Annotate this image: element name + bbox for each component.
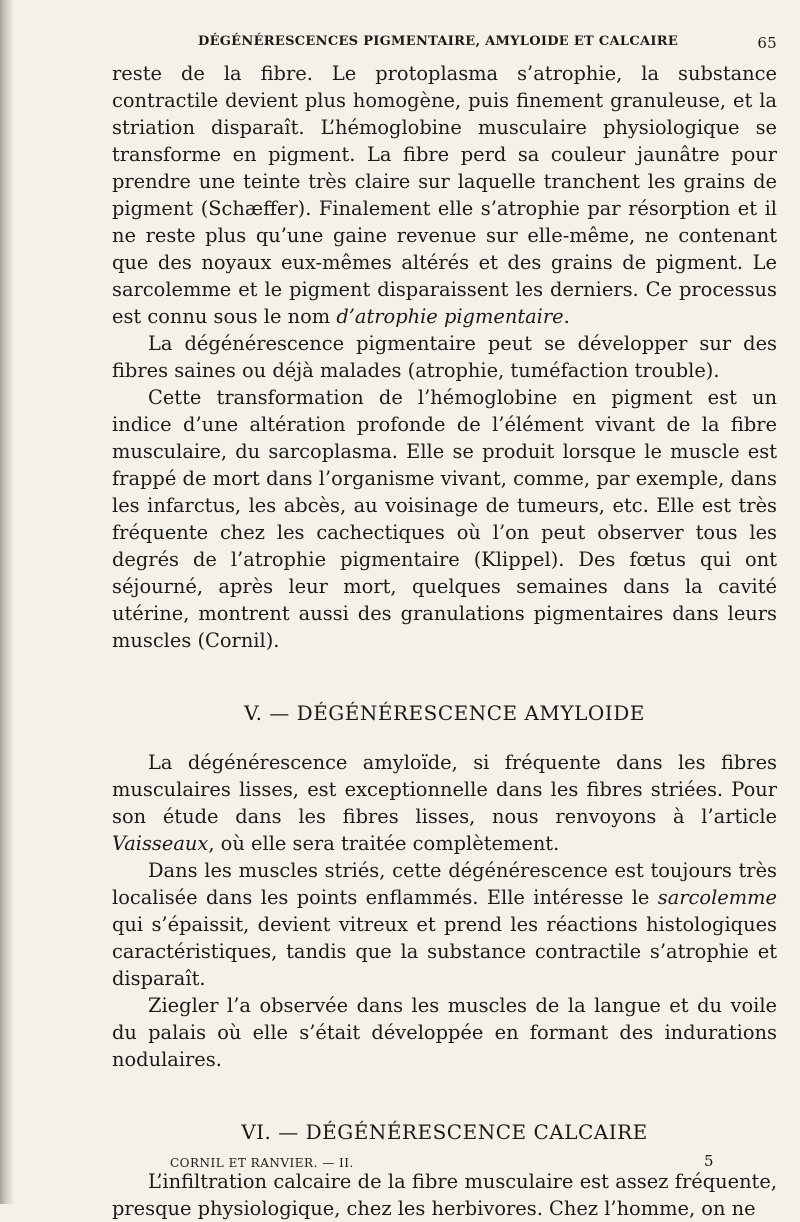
running-head: [112, 30, 777, 54]
paragraph-4-end: , où elle sera traitée complètement.: [208, 832, 560, 855]
section-heading-amyloide: V. — DÉGÉNÉRESCENCE AMYLOIDE: [244, 701, 645, 725]
paragraph-4: [112, 749, 777, 857]
paragraph-7: L’infiltration calcaire de la fibre musculaire est assez fréquente, presque physiologique, chez les herbivores. Chez l’homme, on ne: [112, 1170, 777, 1220]
paragraph-5-text: Dans les muscles striés, cette dégénérescence est toujours très localisée dans les points enflammés. Elle intéresse le: [112, 859, 777, 909]
paragraph-6: Ziegler l’a observée dans les muscles de la langue et du voile du palais où elle s’était développée en formant des indurations nodulaires.: [112, 994, 777, 1071]
paragraph-1-emphasis: d’atrophie pigmentaire: [336, 305, 564, 328]
paragraph-1: [112, 60, 777, 330]
paragraph-1-end: .: [563, 305, 570, 328]
page-spine-shadow: [0, 0, 14, 1204]
page-number: 65: [757, 34, 777, 52]
book-page: [112, 30, 777, 1222]
body-text: [112, 60, 777, 1222]
paragraph-5-emphasis: sarcolemme: [657, 886, 777, 909]
section-heading-calcaire: VI. — DÉGÉNÉRESCENCE CALCAIRE: [241, 1120, 648, 1144]
paragraph-3: Cette transformation de l’hémoglobine en pigment est un indice d’une altération profonde de l’élément vivant de la fibre musculaire, du sarcoplasma. Elle se produit lorsque le muscle est frappé de mort dans l’organisme vivant, comme, par exemple, dans les infarctus, les abcès, au voisinage de tumeurs, etc. Elle est très fréquente chez les cachectiques où l’on peut observer tous les degrés de l’atrophie pigmentaire (Klippel). Des fœtus qui ont séjourné, après leur mort, quelques semaines dans la cavité utérine, montrent aussi des granulations pigmentaires dans leurs muscles (Cornil).: [112, 386, 777, 652]
paragraph-1-text: reste de la fibre. Le protoplasma s’atrophie, la substance contractile devient plus homogène, puis finement granuleuse, et la striation disparaît. L’hémoglobine musculaire physiologique se transforme en pigment. La fibre perd sa couleur jaunâtre pour prendre une teinte très claire sur laquelle tranchent les grains de pigment (Schæffer). Finalement elle s’atrophie par résorption et il ne reste plus qu’une gaine revenue sur elle-même, ne contenant que des noyaux eux-mêmes altérés et des grains de pigment. Le sarcolemme et le pigment disparaissent les derniers. Ce processus est connu sous le nom: [112, 62, 777, 328]
running-title: DÉGÉNÉRESCENCES PIGMENTAIRE, AMYLOIDE ET CALCAIRE: [198, 34, 679, 49]
paragraph-4-emphasis: Vaisseaux: [112, 832, 209, 855]
paragraph-5-end: qui s’épaissit, devient vitreux et prend les réactions histologiques caractéristiques, tandis que la substance contractile s’atrophie et disparaît.: [112, 913, 777, 990]
paragraph-5: [112, 857, 777, 992]
paragraph-2: La dégénérescence pigmentaire peut se développer sur des fibres saines ou déjà malades (atrophie, tuméfaction trouble).: [112, 332, 777, 382]
signature-mark: 5: [703, 1152, 714, 1170]
printer-signature: CORNIL ET RANVIER. — II.: [170, 1156, 354, 1170]
paragraph-4-text: La dégénérescence amyloïde, si fréquente dans les fibres musculaires lisses, est exceptionnelle dans les fibres striées. Pour son étude dans les fibres lisses, nous renvoyons à l’article: [112, 751, 777, 828]
